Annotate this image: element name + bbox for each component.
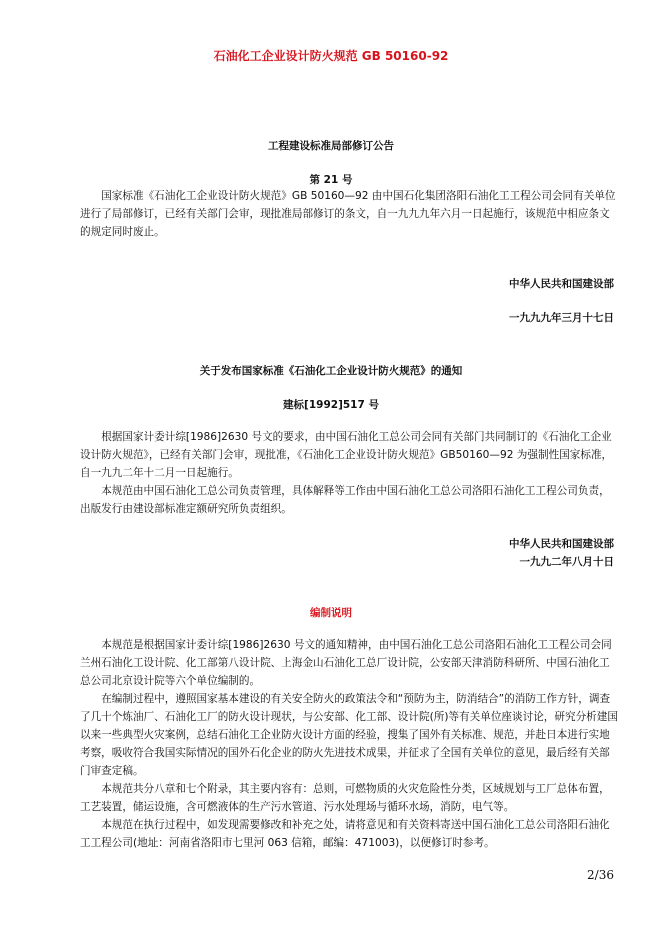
page-number: 2/36 bbox=[587, 868, 614, 882]
explanation-paragraph: 本规范是根据国家计委计综[1986]2630 号文的通知精神，由中国石油化工总公司洛阳石油化工工程公司会同兰州石油化工设计院、化工部第八设计院、上海金山石油化工总厂设计院，公安部天津消防科研所、中国石油化工总公司北京设计院等六个单位编制的。 bbox=[80, 639, 612, 687]
notice1-body-text: 国家标准《石油化工企业设计防火规范》GB 50160—92 由中国石化集团洛阳石油化工工程公司会同有关单位进行了局部修订，已经有关部门会审，现批准局部修订的条文，自一九九九年六月一日起施行，该规范中相应条文的规定同时废止。 bbox=[80, 190, 616, 238]
explanation-body bbox=[80, 636, 620, 852]
notice1-issuer: 中华人民共和国建设部 bbox=[509, 278, 614, 290]
notice2-issuer: 中华人民共和国建设部 bbox=[509, 538, 614, 550]
explanation-paragraph: 本规范在执行过程中，如发现需要修改和补充之处，请将意见和有关资料寄送中国石油化工总公司洛阳石油化工工程公司(地址：河南省洛阳市七里河 063 信箱，邮编：471003)，以便修订时参考。 bbox=[80, 819, 610, 849]
notice2-heading: 关于发布国家标准《石油化工企业设计防火规范》的通知 bbox=[199, 365, 463, 377]
explanation-paragraph: 在编制过程中，遵照国家基本建设的有关安全防火的政策法令和“预防为主，防消结合”的消防工作方针，调查了几十个炼油厂、石油化工厂的防火设计现状，与公安部、化工部、设计院(所)等有关单位座谈讨论，研究分析建国以来一些典型火灾案例，总结石油化工企业防火设计方面的经验，搜集了国外有关标准、规范，并赴日本进行实地考察，吸收符合我国实际情况的国外石化企业的防火先进技术成果，并征求了全国有关单位的意见，最后经有关部门审查定稿。 bbox=[80, 693, 618, 777]
explanation-paragraph: 本规范共分八章和七个附录，其主要内容有：总则，可燃物质的火灾危险性分类，区域规划与工厂总体布置，工艺装置，储运设施，含可燃液体的生产污水管道、污水处理场与循环水场，消防，电气等。 bbox=[80, 783, 610, 813]
notice1-number: 第 21 号 bbox=[309, 174, 353, 186]
document-title: 石油化工企业设计防火规范 GB 50160-92 bbox=[213, 49, 449, 63]
notice2-paragraph: 根据国家计委计综[1986]2630 号文的要求，由中国石油化工总公司会同有关部门共同制订的《石油化工企业设计防火规范》，已经有关部门会审，现批准，《石油化工企业设计防火规范》GB50160—92 为强制性国家标准，自一九九二年十二月一日起施行。 bbox=[80, 431, 613, 479]
notice2-date: 一九九二年八月十日 bbox=[519, 556, 614, 568]
notice2-body bbox=[80, 428, 620, 518]
notice2-number: 建标[1992]517 号 bbox=[283, 399, 379, 411]
notice2-paragraph: 本规范由中国石油化工总公司负责管理，具体解释等工作由中国石油化工总公司洛阳石油化工工程公司负责，出版发行由建设部标准定额研究所负责组织。 bbox=[80, 485, 610, 515]
explanation-heading: 编制说明 bbox=[310, 607, 352, 619]
notice1-date: 一九九九年三月十七日 bbox=[509, 312, 614, 324]
notice1-body bbox=[80, 187, 620, 241]
notice1-heading: 工程建设标准局部修订公告 bbox=[268, 140, 394, 152]
